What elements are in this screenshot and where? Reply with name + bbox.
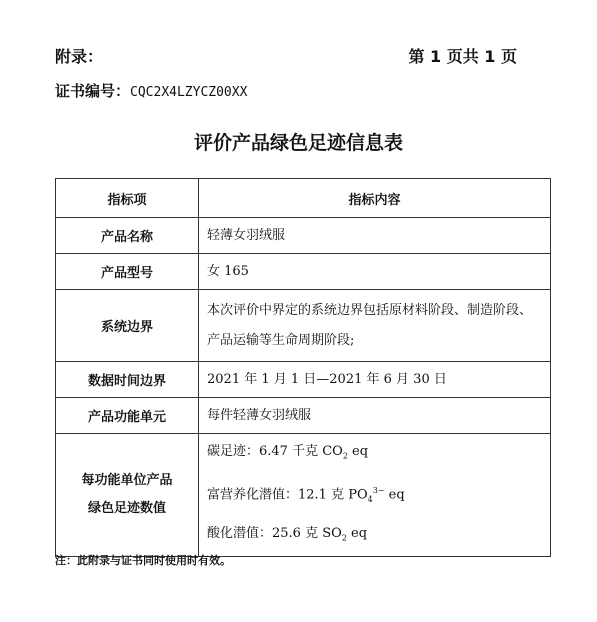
acidification-potential: 酸化潜值：25.6 克 $SO_2$ eq — [207, 525, 368, 543]
table-row — [56, 290, 551, 362]
row-value: 女 165 — [199, 254, 551, 290]
row-value: 本次评价中界定的系统边界包括原材料阶段、制造阶段、产品运输等生命周期阶段; — [199, 290, 551, 362]
row-key: 产品名称 — [56, 218, 199, 254]
row-value: 轻薄女羽绒服 — [199, 218, 551, 254]
table-row-footprint — [56, 434, 551, 557]
row-key: 数据时间边界 — [56, 362, 199, 398]
row-key: 产品功能单元 — [56, 398, 199, 434]
table-row — [56, 362, 551, 398]
cert-code: CQC2X4LZYCZ00XX — [130, 85, 248, 100]
info-table — [55, 178, 551, 557]
table-header-row — [56, 179, 551, 218]
table-row — [56, 218, 551, 254]
cert-label: 证书编号： — [55, 82, 131, 100]
col-header-content: 指标内容 — [199, 179, 551, 218]
eutrophication-potential: 富营养化潜值：12.1 克 $PO_4^{3-}$ eq — [207, 485, 405, 504]
footnote: 注：此附录与证书同时使用时有效。 — [55, 554, 231, 567]
certificate-number — [55, 80, 247, 101]
table-row — [56, 254, 551, 290]
row-key-line2: 绿色足迹数值 — [87, 501, 166, 517]
row-value: 每件轻薄女羽绒服 — [199, 398, 551, 434]
col-header-item: 指标项 — [56, 179, 199, 218]
page-number: 第 1 页共 1 页 — [408, 47, 517, 66]
page-title: 评价产品绿色足迹信息表 — [193, 132, 403, 154]
row-key-line1: 每功能单位产品 — [81, 473, 173, 489]
carbon-footprint: 碳足迹：6.47 千克 $CO_2$ eq — [207, 444, 369, 461]
row-key-footprint — [56, 434, 199, 557]
row-value-footprint — [199, 434, 551, 557]
table-row — [56, 398, 551, 434]
appendix-label: 附录： — [55, 47, 104, 66]
row-value: 2021 年 1 月 1 日—2021 年 6 月 30 日 — [199, 362, 551, 398]
row-key: 产品型号 — [56, 254, 199, 290]
row-key: 系统边界 — [56, 290, 199, 362]
